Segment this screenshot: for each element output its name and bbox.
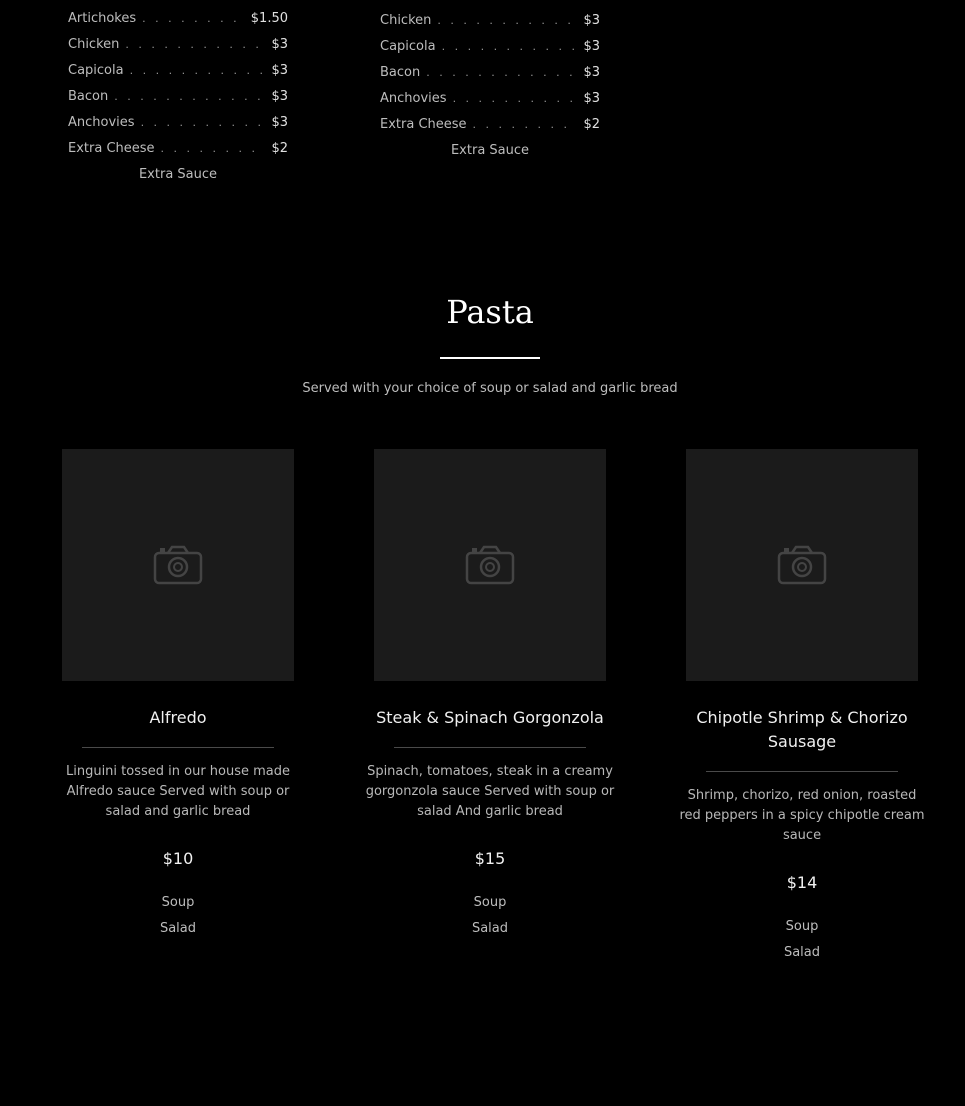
dot-leader [125,34,265,56]
topping-name: Capicola [68,63,124,78]
dot-leader [453,88,578,110]
section-divider [440,357,540,359]
topping-name: Anchovies [380,91,447,106]
dish-price: $15 [474,849,506,868]
topping-name: Chicken [68,37,120,52]
camera-icon [777,545,827,585]
topping-row [68,34,288,60]
side-option: Salad [159,921,197,936]
dish-card-alfredo [48,449,308,942]
dish-card-chipotle-shrimp-chorizo [672,449,932,966]
extra-sauce-option: Extra Sauce [138,167,218,182]
dot-leader [442,36,578,58]
topping-price: $3 [271,37,288,52]
dot-leader [161,138,266,160]
topping-name: Bacon [380,65,421,80]
topping-price: $3 [271,89,288,104]
topping-price: $1.50 [250,11,288,26]
camera-icon [153,545,203,585]
topping-price: $3 [583,65,600,80]
dish-divider [706,771,898,772]
dish-photo-placeholder [686,449,918,681]
side-option: Soup [785,919,819,934]
dish-photo-placeholder [62,449,294,681]
topping-row [380,114,600,140]
dish-divider [82,747,274,748]
topping-row [380,62,600,88]
dot-leader [473,114,578,136]
dot-leader [437,10,577,32]
dish-name: Steak & Spinach Gorgonzola [376,708,604,727]
topping-row [380,88,600,114]
topping-name: Extra Cheese [380,117,467,132]
topping-name: Artichokes [68,11,137,26]
side-option: Soup [161,895,195,910]
topping-row [68,112,288,138]
dish-description: Linguini tossed in our house made Alfredo sauce Served with soup or salad and garlic bread [65,764,291,819]
dish-photo-placeholder [374,449,606,681]
section-subtitle: Served with your choice of soup or salad and garlic bread [302,381,678,396]
side-option: Salad [471,921,509,936]
topping-name: Bacon [68,89,109,104]
topping-row [68,138,288,164]
topping-name: Capicola [380,39,436,54]
dish-sides [48,890,308,942]
topping-price: $3 [271,63,288,78]
dish-divider [394,747,586,748]
topping-price: $3 [583,91,600,106]
topping-name: Anchovies [68,115,135,130]
dish-price: $14 [786,873,818,892]
topping-name: Extra Cheese [68,141,155,156]
topping-row [380,10,600,36]
toppings-list-left [68,8,288,186]
topping-row [380,36,600,62]
topping-price: $2 [271,141,288,156]
topping-row [68,60,288,86]
topping-row [68,86,288,112]
topping-price: $3 [271,115,288,130]
dish-sides [360,890,620,942]
topping-price: $3 [583,39,600,54]
topping-row [68,8,288,34]
toppings-list-middle [380,10,600,162]
dish-price: $10 [162,849,194,868]
dish-description: Shrimp, chorizo, red onion, roasted red peppers in a spicy chipotle cream sauce [679,788,925,843]
dish-name: Alfredo [149,708,207,727]
dish-card-steak-spinach-gorgonzola [360,449,620,942]
dish-sides [672,914,932,966]
dot-leader [114,86,265,108]
side-option: Soup [473,895,507,910]
dot-leader [130,60,266,82]
camera-icon [465,545,515,585]
dot-leader [426,62,577,84]
dish-description: Spinach, tomatoes, steak in a creamy gorgonzola sauce Served with soup or salad And garlic bread [365,764,615,819]
dish-name: Chipotle Shrimp & Chorizo Sausage [696,708,908,751]
extra-sauce-option: Extra Sauce [450,143,530,158]
section-title: Pasta [446,293,534,331]
side-option: Salad [783,945,821,960]
topping-price: $2 [583,117,600,132]
dot-leader [141,112,266,134]
dot-leader [142,8,245,30]
topping-name: Chicken [380,13,432,28]
topping-price: $3 [583,13,600,28]
